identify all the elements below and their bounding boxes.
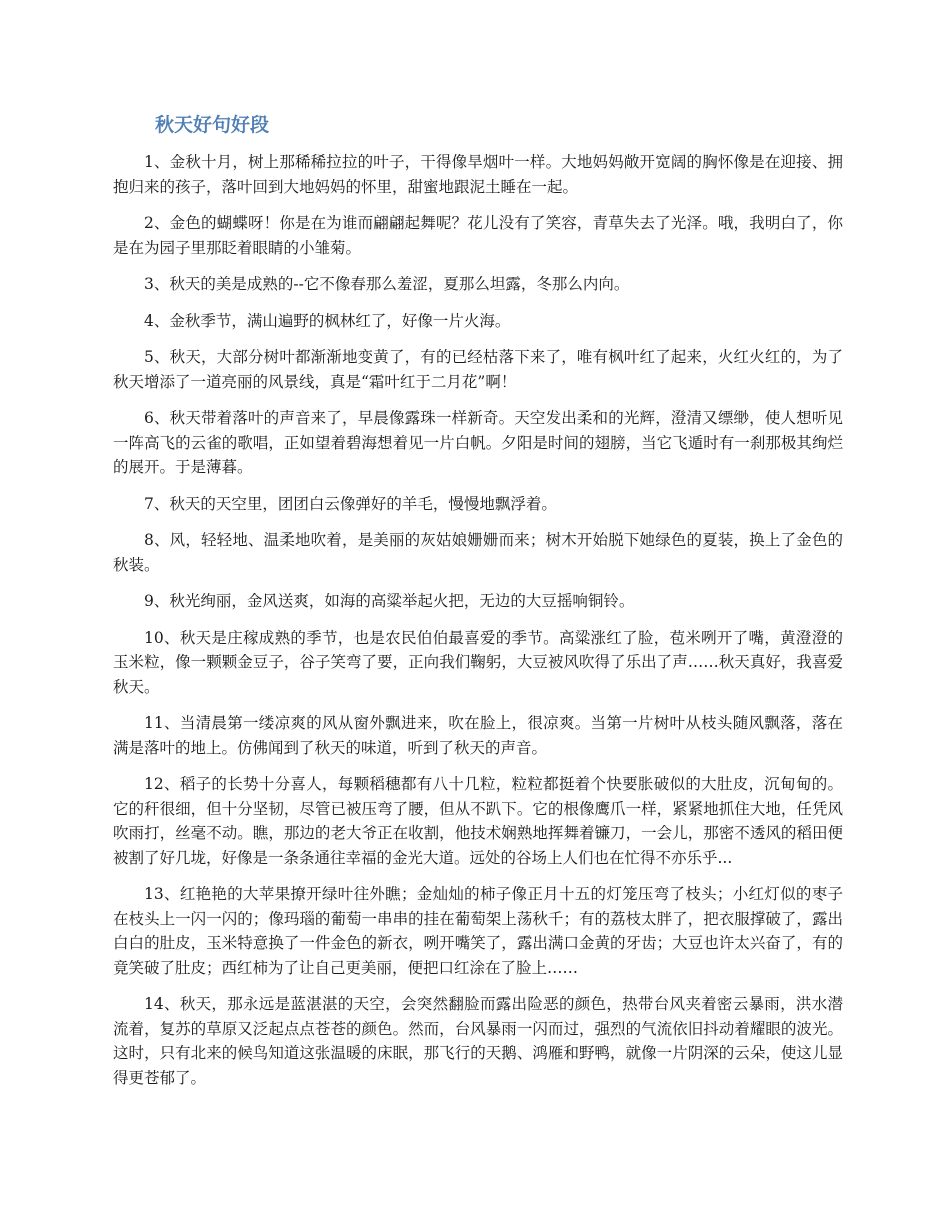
paragraph: 2、金色的蝴蝶呀！你是在为谁而翩翩起舞呢？花儿没有了笑容，青草失去了光泽。哦，我明白了，你是在为园子里那眨着眼睛的小雏菊。 (113, 214, 843, 257)
paragraph: 9、秋光绚丽，金风送爽，如海的高粱举起火把，无边的大豆摇响铜铃。 (144, 592, 635, 610)
paragraph: 6、秋天带着落叶的声音来了，早晨像露珠一样新奇。天空发出柔和的光辉，澄清又缥缈，使人想听见一阵高飞的云雀的歌唱，正如望着碧海想着见一片白帆。夕阳是时间的翅膀，当它飞遁时有一刹那极其绚烂的展开。于是薄暮。 (113, 409, 843, 476)
paragraph: 13、红艳艳的大苹果撩开绿叶往外瞧；金灿灿的柿子像正月十五的灯笼压弯了枝头；小红灯似的枣子在枝头上一闪一闪的；像玛瑙的葡萄一串串的挂在葡萄架上荡秋千；有的荔枝太胖了，把衣服撑破了，露出白白的肚皮，玉米特意换了一件金色的新衣，咧开嘴笑了，露出满口金黄的牙齿；大豆也许太兴奋了，有的竟笑破了肚皮；西红柿为了让自己更美丽，便把口红涂在了脸上…… (113, 885, 843, 977)
paragraph: 7、秋天的天空里，团团白云像弹好的羊毛，慢慢地飘浮着。 (144, 494, 557, 513)
paragraph: 11、当清晨第一缕凉爽的风从窗外飘进来，吹在脸上，很凉爽。当第一片树叶从枝头随风飘落，落在满是落叶的地上。仿佛闻到了秋天的味道，听到了秋天的声音。 (113, 714, 843, 757)
article-body (113, 150, 843, 1102)
paragraph: 1、金秋十月，树上那稀稀拉拉的叶子，干得像旱烟叶一样。大地妈妈敞开宽阔的胸怀像是在迎接、拥抱归来的孩子，落叶回到大地妈妈的怀里，甜蜜地跟泥土睡在一起。 (113, 153, 843, 196)
page-title: 秋天好句好段 (155, 114, 270, 136)
paragraph: 14、秋天，那永远是蓝湛湛的天空，会突然翻脸而露出险恶的颜色，热带台风夹着密云暴雨，洪水潜流着，复苏的草原又泛起点点苍苍的颜色。然而，台风暴雨一闪而过，强烈的气流依旧抖动着耀眼的波光。这时，只有北来的候鸟知道这张温暖的床眠，那飞行的天鹅、鸿雁和野鸭，就像一片阴深的云朵，使这儿显得更苍郁了。 (113, 995, 843, 1087)
paragraph: 10、秋天是庄稼成熟的季节，也是农民伯伯最喜爱的季节。高粱涨红了脸，苞米咧开了嘴，黄澄澄的玉米粒，像一颗颗金豆子，谷子笑弯了要，正向我们鞠躬，大豆被风吹得了乐出了声……秋天真好，我喜爱秋天。 (113, 628, 843, 696)
paragraph: 5、秋天，大部分树叶都渐渐地变黄了，有的已经枯落下来了，唯有枫叶红了起来，火红火红的，为了秋天增添了一道亮丽的风景线，真是“霜叶红于二月花”啊！ (113, 348, 843, 391)
paragraph: 8、风，轻轻地、温柔地吹着，是美丽的灰姑娘姗姗而来；树木开始脱下她绿色的夏装，换上了金色的秋装。 (113, 531, 843, 574)
paragraph: 3、秋天的美是成熟的--它不像春那么羞涩，夏那么坦露，冬那么内向。 (144, 275, 630, 293)
paragraph: 12、稻子的长势十分喜人，每颗稻穗都有八十几粒，粒粒都挺着个快要胀破似的大肚皮，沉甸甸的。它的秆很细，但十分坚韧，尽管已被压弯了腰，但从不趴下。它的根像鹰爪一样，紧紧地抓住大地，任凭风吹雨打，丝毫不动。瞧，那边的老大爷正在收割，他技术娴熟地挥舞着镰刀，一会儿，那密不透风的稻田便被割了好几垅，好像是一条条通往幸福的金光大道。远处的谷场上人们也在忙得不亦乐乎... (113, 775, 843, 867)
paragraph: 4、金秋季节，满山遍野的枫林红了，好像一片火海。 (144, 311, 511, 330)
